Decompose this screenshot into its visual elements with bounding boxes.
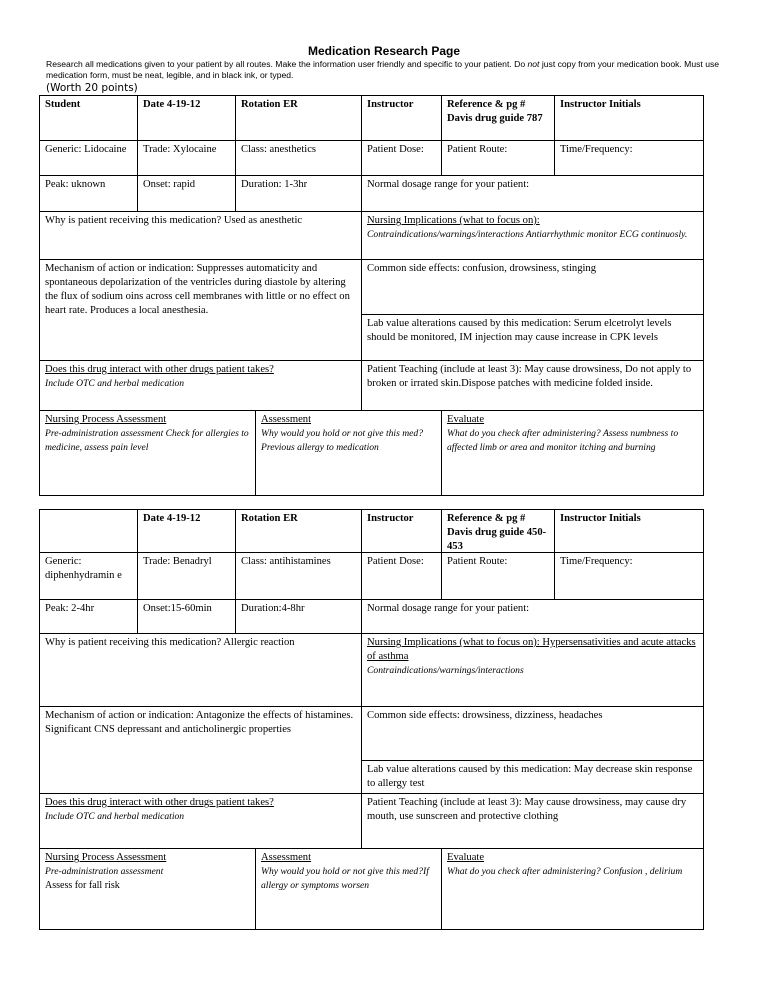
duration: Duration:4-8hr xyxy=(236,600,362,634)
onset: Onset: rapid xyxy=(138,176,236,212)
page-title: Medication Research Page xyxy=(307,44,461,58)
common-side-effects: Common side effects: drowsiness, dizziness, headaches xyxy=(362,707,704,761)
why-receiving: Why is patient receiving this medication? Allergic reaction xyxy=(40,634,362,707)
nursing-implications xyxy=(362,212,704,260)
patient-teaching: Patient Teaching (include at least 3): May cause drowsiness, Do not apply to broken or irrated skin.Dispose patches with medicine folded inside. xyxy=(362,361,704,411)
trade-name: Trade: Xylocaine xyxy=(138,141,236,176)
assessment-note: Why would you hold or not give this med? Previous allergy to medication xyxy=(261,428,424,453)
date-header: Date 4-19-12 xyxy=(138,96,236,141)
evaluate-heading: Evaluate xyxy=(447,852,485,863)
patient-teaching: Patient Teaching (include at least 3): May cause drowsiness, may cause dry mouth, use sunscreen and protective clothing xyxy=(362,794,704,849)
drug-interactions xyxy=(40,361,362,411)
evaluate xyxy=(442,411,704,496)
evaluate-heading: Evaluate xyxy=(447,414,485,425)
mechanism-of-action: Mechanism of action or indication: Suppresses automaticity and spontaneous depolarization of the ventricles during diastole by altering the flux of sodium oins across cell membranes with little or no effect on heart rate. Produces a local anesthesia. xyxy=(40,260,362,361)
drug-class: Class: antihistamines xyxy=(236,553,362,600)
worth-points: (Worth 20 points) xyxy=(46,82,138,94)
nursing-implications-heading: Nursing Implications (what to focus on): xyxy=(367,637,540,648)
fall-risk-note: Assess for fall risk xyxy=(45,880,120,891)
drug-interactions-question: Does this drug interact with other drugs patient takes? xyxy=(45,364,274,375)
mechanism-of-action: Mechanism of action or indication: Antagonize the effects of histamines. Significant CNS depressant and anticholinergic properties xyxy=(40,707,362,794)
instructions xyxy=(46,59,726,81)
pre-administration-assessment: Pre-administration assessment xyxy=(45,866,164,877)
reference-header: Reference & pg # Davis drug guide 787 xyxy=(442,96,555,141)
evaluate xyxy=(442,849,704,930)
common-side-effects: Common side effects: confusion, drowsiness, stinging xyxy=(362,260,704,315)
patient-dose: Patient Dose: xyxy=(362,553,442,600)
assessment xyxy=(256,411,442,496)
generic-name: Generic: Lidocaine xyxy=(40,141,138,176)
normal-dosage-range: Normal dosage range for your patient: xyxy=(362,600,704,634)
medication-card-lidocaine xyxy=(39,95,704,496)
peak: Peak: uknown xyxy=(40,176,138,212)
drug-interactions-note: Include OTC and herbal medication xyxy=(45,811,185,822)
student-header xyxy=(40,510,138,553)
instructor-initials-header: Instructor Initials xyxy=(555,96,704,141)
nursing-process-heading: Nursing Process Assessment xyxy=(45,414,167,425)
reference-header: Reference & pg # Davis drug guide 450-453 xyxy=(442,510,555,553)
generic-name: Generic: diphenhydramin e xyxy=(40,553,138,600)
evaluate-note: What do you check after administering? Confusion , delirium xyxy=(447,866,683,877)
peak: Peak: 2-4hr xyxy=(40,600,138,634)
instructions-part-2: just copy from your medication book. Must use medication form, must be neat, legible, and in black ink, or typed. xyxy=(46,59,720,80)
nursing-implications xyxy=(362,634,704,707)
assessment-heading: Assessment xyxy=(261,852,312,863)
rotation-header: Rotation ER xyxy=(236,96,362,141)
date-header: Date 4-19-12 xyxy=(138,510,236,553)
drug-class: Class: anesthetics xyxy=(236,141,362,176)
instructor-initials-header: Instructor Initials xyxy=(555,510,704,553)
assessment xyxy=(256,849,442,930)
lab-value-alterations: Lab value alterations caused by this medication: Serum elcetrolyt levels should be monitored, IM injection may cause increase in CPK levels xyxy=(362,315,704,361)
instructions-part-1: Research all medications given to your patient by all routes. Make the information user friendly and specific to your patient. Do xyxy=(46,59,528,69)
onset: Onset:15-60min xyxy=(138,600,236,634)
patient-route: Patient Route: xyxy=(442,553,555,600)
drug-interactions xyxy=(40,794,362,849)
assessment-heading: Assessment xyxy=(261,414,312,425)
why-receiving: Why is patient receiving this medication? Used as anesthetic xyxy=(40,212,362,260)
nursing-implications-heading: Nursing Implications (what to focus on): xyxy=(367,215,540,226)
drug-interactions-note: Include OTC and herbal medication xyxy=(45,378,185,389)
normal-dosage-range: Normal dosage range for your patient: xyxy=(362,176,704,212)
nursing-process-heading: Nursing Process Assessment xyxy=(45,852,167,863)
trade-name: Trade: Benadryl xyxy=(138,553,236,600)
evaluate-note: What do you check after administering? Assess numbness to affected limb or area and monitor itching and burning xyxy=(447,428,679,453)
rotation-header: Rotation ER xyxy=(236,510,362,553)
contraindications-note: Contraindications/warnings/interactions xyxy=(367,665,524,676)
nursing-process-assessment xyxy=(40,411,256,496)
medication-card-diphenhydramine xyxy=(39,509,704,930)
time-frequency: Time/Frequency: xyxy=(555,553,704,600)
patient-route: Patient Route: xyxy=(442,141,555,176)
assessment-note: Why would you hold or not give this med?If allergy or symptoms worsen xyxy=(261,866,429,891)
drug-interactions-question: Does this drug interact with other drugs patient takes? xyxy=(45,797,274,808)
time-frequency: Time/Frequency: xyxy=(555,141,704,176)
nursing-process-assessment xyxy=(40,849,256,930)
patient-dose: Patient Dose: xyxy=(362,141,442,176)
pre-administration-assessment: Pre-administration assessment Check for allergies to medicine, assess pain level xyxy=(45,428,249,453)
nursing-implications-answer: Hypersensativities and acute attacks of asthma xyxy=(367,637,696,662)
instructor-header: Instructor xyxy=(362,510,442,553)
contraindications-note: Contraindications/warnings/interactions Antiarrhythmic monitor ECG continuosly. xyxy=(367,229,688,240)
lab-value-alterations: Lab value alterations caused by this medication: May decrease skin response to allergy test xyxy=(362,761,704,794)
duration: Duration: 1-3hr xyxy=(236,176,362,212)
instructions-emphasis: not xyxy=(527,59,540,69)
instructor-header: Instructor xyxy=(362,96,442,141)
student-header: Student xyxy=(40,96,138,141)
